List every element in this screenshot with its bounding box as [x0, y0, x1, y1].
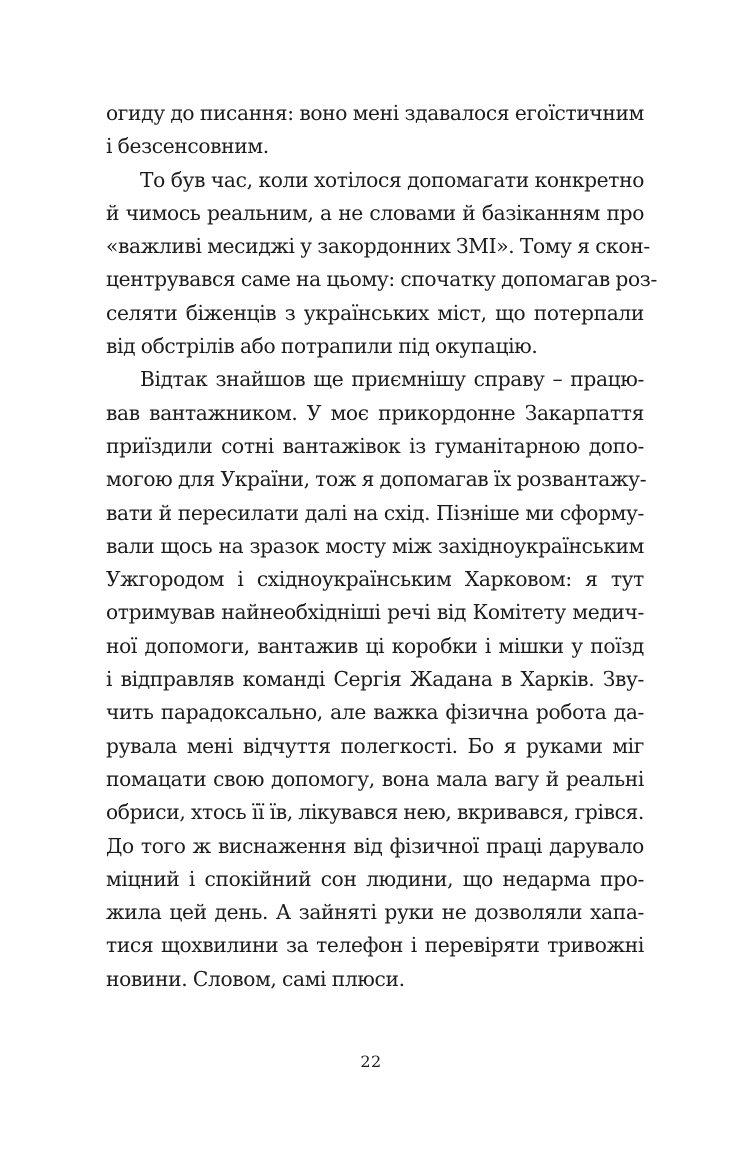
- text-line: приїздили сотні вантажівок із гуманітарною допо-: [106, 433, 644, 458]
- text-line: чить парадоксально, але важка фізична робота да-: [106, 700, 644, 725]
- text-line: центрувався саме на цьому: спочатку допомагав роз-: [106, 267, 657, 292]
- paragraph-end-line: і безсенсовним.: [106, 134, 269, 159]
- text-line: «важливі месиджі у закордонних ЗМІ». Тому я скон-: [106, 234, 650, 259]
- text-line: рувала мені відчуття полегкості. Бо я руками міг: [106, 733, 644, 758]
- text-line: й чимось реальним, а не словами й базіканням про: [106, 200, 644, 225]
- text-line: обриси, хтось її їв, лікувався нею, вкривався, грівся.: [106, 800, 644, 825]
- text-line: До того ж виснаження від фізичної праці дарувало: [106, 833, 644, 858]
- text-line: селяти біженців з українських міст, що потерпали: [106, 300, 644, 325]
- text-line: вати й пересилати далі на схід. Пізніше ми сформу-: [106, 500, 644, 525]
- text-line: ної допомоги, вантажив ці коробки і мішки у поїзд: [106, 633, 644, 658]
- body-text: [106, 97, 657, 996]
- text-line: Ужгородом і східноукраїнським Харковом: я тут: [106, 567, 644, 592]
- text-line: могою для України, тож я допомагав їх розвантажу-: [106, 467, 647, 492]
- text-line: помацати свою допомогу, вона мала вагу й реальні: [106, 766, 644, 791]
- text-line: вали щось на зразок мосту між західноукраїнським: [106, 533, 644, 558]
- text-line: вав вантажником. У моє прикордонне Закарпаття: [106, 400, 644, 425]
- paragraph-end-line: новини. Словом, самі плюси.: [106, 966, 405, 991]
- text-line: отримував найнеобхідніші речі від Комітету медич-: [106, 600, 644, 625]
- text-line: тися щохвилини за телефон і перевіряти тривожні: [106, 933, 644, 958]
- text-line: жила цей день. А зайняті руки не дозволяли хапа-: [106, 900, 644, 925]
- page-number: 22: [360, 1052, 382, 1071]
- paragraph-first-line: То був час, коли хотілося допомагати конкретно: [140, 167, 644, 192]
- paragraph-first-line: Відтак знайшов ще приємнішу справу – працю-: [140, 367, 644, 392]
- text-line: огиду до писання: воно мені здавалося егоїстичним: [106, 101, 644, 125]
- text-line: міцний і спокійний сон людини, що недарма про-: [106, 866, 644, 891]
- paragraph-end-line: від обстрілів або потрапили під окупацію.: [106, 334, 538, 359]
- text-line: і відправляв команді Сергія Жадана в Харків. Зву-: [106, 667, 644, 692]
